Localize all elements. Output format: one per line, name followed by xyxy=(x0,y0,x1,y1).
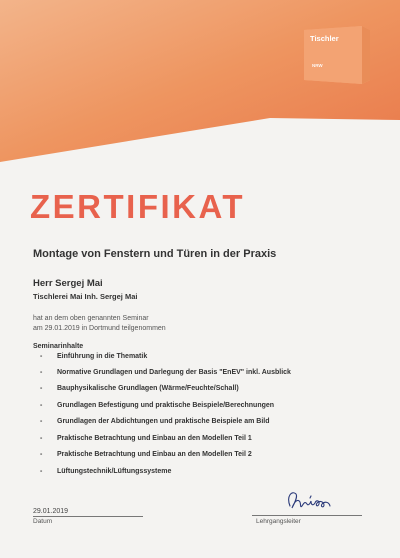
logo-sub-text: NRW xyxy=(312,63,323,68)
dash-bullet: - xyxy=(40,418,43,425)
dash-bullet: - xyxy=(40,468,43,475)
signer-signature-line xyxy=(252,515,362,516)
list-item-text: Grundlagen Befestigung und praktische Beispiele/Berechnungen xyxy=(57,402,275,409)
list-item-text: Einführung in die Thematik xyxy=(57,353,148,360)
handwritten-signature xyxy=(280,488,338,514)
date-signature-line xyxy=(33,516,143,517)
dash-bullet: - xyxy=(40,435,43,442)
signer-label: Lehrgangsleiter xyxy=(256,518,301,525)
attendance-statement xyxy=(33,314,283,334)
participant-company: Tischlerei Mai Inh. Sergej Mai xyxy=(33,292,138,301)
dash-bullet: - xyxy=(40,451,43,458)
dash-bullet: - xyxy=(40,402,43,409)
list-item-text: Normative Grundlagen und Darlegung der Basis "EnEV" inkl. Ausblick xyxy=(57,369,291,376)
list-item-text: Praktische Betrachtung und Einbau an den Modellen Teil 1 xyxy=(57,435,252,442)
attendance-line-1: hat an dem oben genannten Seminar xyxy=(33,315,149,322)
list-item-text: Bauphysikalische Grundlagen (Wärme/Feuchte/Schall) xyxy=(57,385,239,392)
dash-bullet: - xyxy=(40,385,43,392)
logo-brand-text: Tischler xyxy=(310,34,339,43)
list-item-text: Lüftungstechnik/Lüftungssysteme xyxy=(57,468,172,475)
contents-heading: Seminarinhalte xyxy=(33,343,84,350)
date-value: 29.01.2019 xyxy=(33,508,69,515)
date-label: Datum xyxy=(33,518,53,525)
certificate-title: ZERTIFIKAT xyxy=(30,188,246,225)
seminar-title: Montage von Fenstern und Türen in der Praxis xyxy=(33,248,277,260)
attendance-line-2: am 29.01.2019 in Dortmund teilgenommen xyxy=(33,325,166,332)
participant-name: Herr Sergej Mai xyxy=(33,278,103,289)
dash-bullet: - xyxy=(40,369,43,376)
list-item-text: Praktische Betrachtung und Einbau an den Modellen Teil 2 xyxy=(57,451,252,458)
dash-bullet: - xyxy=(40,353,43,360)
list-item-text: Grundlagen der Abdichtungen und praktische Beispiele am Bild xyxy=(57,418,270,425)
